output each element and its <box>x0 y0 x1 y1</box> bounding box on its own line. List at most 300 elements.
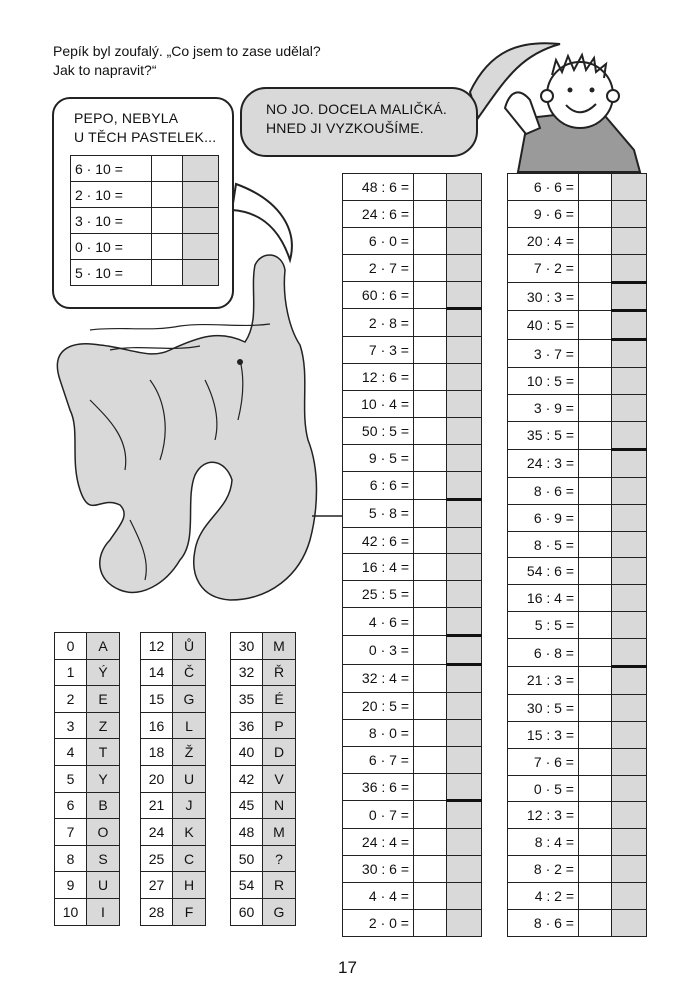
answer-cell[interactable] <box>414 364 447 391</box>
answer-cell[interactable] <box>579 340 612 368</box>
answer-cell[interactable] <box>414 499 447 527</box>
key-letter: P <box>263 712 296 739</box>
key-number: 20 <box>141 765 173 792</box>
exercise-row <box>508 829 647 856</box>
equation: 24 : 6 = <box>343 200 414 227</box>
answer-cell[interactable] <box>579 282 612 311</box>
key-letter: H <box>173 872 206 899</box>
equation: 8 · 2 = <box>508 856 579 883</box>
answer-cell[interactable] <box>579 422 612 450</box>
exercise-row <box>343 746 482 773</box>
letter-cell[interactable] <box>612 585 647 612</box>
answer-cell[interactable] <box>579 558 612 585</box>
answer-cell[interactable] <box>152 182 183 208</box>
letter-cell[interactable] <box>612 856 647 883</box>
letter-cell[interactable] <box>447 773 482 801</box>
exercise-row <box>343 554 482 581</box>
key-row <box>55 633 120 660</box>
exercise-row <box>508 856 647 883</box>
exercise-row <box>508 254 647 282</box>
exercise-row <box>343 499 482 527</box>
key-row <box>231 765 296 792</box>
speech-bubble-boy <box>240 87 478 157</box>
equation: 6 · 0 = <box>343 227 414 254</box>
equation: 6 · 6 = <box>508 174 579 201</box>
letter-cell[interactable] <box>612 558 647 585</box>
key-letter: N <box>263 792 296 819</box>
answer-cell[interactable] <box>414 829 447 856</box>
key-letter: G <box>173 686 206 713</box>
answer-cell[interactable] <box>579 802 612 829</box>
equation: 6 · 10 = <box>71 156 152 182</box>
answer-cell[interactable] <box>414 856 447 883</box>
exercise-row <box>343 174 482 201</box>
equation: 6 : 6 = <box>343 471 414 499</box>
key-number: 15 <box>141 686 173 713</box>
letter-cell[interactable] <box>612 667 647 695</box>
letter-cell[interactable] <box>447 174 482 201</box>
mini-table-row <box>71 182 219 208</box>
letter-cell[interactable] <box>183 234 219 260</box>
exercise-row <box>343 581 482 608</box>
equation: 2 · 10 = <box>71 182 152 208</box>
key-number: 0 <box>55 633 87 660</box>
exercise-column-2 <box>507 173 647 937</box>
answer-cell[interactable] <box>414 418 447 445</box>
key-row <box>141 898 206 925</box>
key-row <box>231 819 296 846</box>
equation: 20 : 5 = <box>343 692 414 719</box>
letter-cell[interactable] <box>612 174 647 201</box>
letter-cell[interactable] <box>612 200 647 227</box>
answer-cell[interactable] <box>579 311 612 340</box>
key-row <box>141 712 206 739</box>
key-row <box>55 739 120 766</box>
key-letter: Ý <box>87 659 120 686</box>
key-number: 10 <box>55 898 87 925</box>
equation: 50 : 5 = <box>343 418 414 445</box>
answer-cell[interactable] <box>414 527 447 554</box>
letter-cell[interactable] <box>447 581 482 608</box>
key-letter: L <box>173 712 206 739</box>
exercise-row <box>508 395 647 422</box>
boy-figure <box>505 55 640 172</box>
answer-cell[interactable] <box>579 227 612 254</box>
letter-cell[interactable] <box>447 499 482 527</box>
equation: 6 · 9 = <box>508 504 579 531</box>
key-row <box>55 686 120 713</box>
equation: 5 : 5 = <box>508 612 579 639</box>
key-number: 4 <box>55 739 87 766</box>
key-number: 5 <box>55 765 87 792</box>
equation: 30 : 6 = <box>343 856 414 883</box>
letter-cell[interactable] <box>183 208 219 234</box>
equation: 10 : 5 = <box>508 368 579 395</box>
key-row <box>231 633 296 660</box>
key-letter: J <box>173 792 206 819</box>
key-row <box>141 659 206 686</box>
equation: 2 · 0 = <box>343 910 414 937</box>
key-number: 16 <box>141 712 173 739</box>
letter-cell[interactable] <box>447 418 482 445</box>
key-number: 40 <box>231 739 263 766</box>
key-letter: É <box>263 686 296 713</box>
letter-cell[interactable] <box>183 260 219 286</box>
exercise-row <box>343 527 482 554</box>
answer-cell[interactable] <box>414 281 447 309</box>
exercise-row <box>343 364 482 391</box>
answer-cell[interactable] <box>414 692 447 719</box>
letter-cell[interactable] <box>612 721 647 748</box>
equation: 3 · 9 = <box>508 395 579 422</box>
key-number: 24 <box>141 819 173 846</box>
bubble-line: PEPO, NEBYLA <box>74 110 179 126</box>
equation: 6 · 7 = <box>343 746 414 773</box>
key-letter: D <box>263 739 296 766</box>
letter-cell[interactable] <box>612 477 647 504</box>
exercise-row <box>508 639 647 667</box>
key-letter: Ř <box>263 659 296 686</box>
answer-cell[interactable] <box>579 200 612 227</box>
exercise-row <box>508 422 647 450</box>
equation: 40 : 5 = <box>508 311 579 340</box>
key-row <box>141 845 206 872</box>
letter-cell[interactable] <box>612 829 647 856</box>
answer-cell[interactable] <box>414 608 447 636</box>
letter-key-table-1 <box>54 632 120 926</box>
answer-cell[interactable] <box>152 260 183 286</box>
exercise-row <box>508 694 647 721</box>
letter-cell[interactable] <box>612 775 647 802</box>
key-number: 54 <box>231 872 263 899</box>
answer-cell[interactable] <box>414 801 447 829</box>
answer-cell[interactable] <box>579 748 612 775</box>
letter-cell[interactable] <box>612 612 647 639</box>
letter-cell[interactable] <box>612 449 647 477</box>
answer-cell[interactable] <box>414 665 447 693</box>
exercise-row <box>508 200 647 227</box>
equation: 0 · 3 = <box>343 636 414 665</box>
key-letter: B <box>87 792 120 819</box>
exercise-row <box>508 775 647 802</box>
exercise-row <box>343 227 482 254</box>
key-number: 25 <box>141 845 173 872</box>
answer-cell[interactable] <box>579 504 612 531</box>
key-row <box>231 686 296 713</box>
letter-cell[interactable] <box>447 801 482 829</box>
letter-cell[interactable] <box>612 802 647 829</box>
key-letter: Y <box>87 765 120 792</box>
key-number: 1 <box>55 659 87 686</box>
key-letter: M <box>263 633 296 660</box>
answer-cell[interactable] <box>414 309 447 337</box>
letter-cell[interactable] <box>447 309 482 337</box>
exercise-row <box>343 773 482 801</box>
letter-cell[interactable] <box>447 608 482 636</box>
exercise-row <box>508 748 647 775</box>
key-row <box>231 739 296 766</box>
equation: 24 : 4 = <box>343 829 414 856</box>
exercise-row <box>508 667 647 695</box>
exercise-row <box>508 504 647 531</box>
key-number: 7 <box>55 819 87 846</box>
letter-cell[interactable] <box>447 883 482 910</box>
key-number: 45 <box>231 792 263 819</box>
equation: 8 : 4 = <box>508 829 579 856</box>
key-letter: C <box>173 845 206 872</box>
letter-key-table-3 <box>230 632 296 926</box>
key-letter: U <box>173 765 206 792</box>
key-number: 60 <box>231 898 263 925</box>
equation: 6 · 8 = <box>508 639 579 667</box>
answer-cell[interactable] <box>152 234 183 260</box>
exercise-row <box>508 449 647 477</box>
equation: 8 · 6 = <box>508 477 579 504</box>
key-letter: I <box>87 898 120 925</box>
answer-cell[interactable] <box>152 208 183 234</box>
answer-cell[interactable] <box>414 636 447 665</box>
bubble-line: U TĚCH PASTELEK... <box>74 129 217 145</box>
equation: 60 : 6 = <box>343 281 414 309</box>
key-number: 8 <box>55 845 87 872</box>
answer-cell[interactable] <box>579 477 612 504</box>
letter-cell[interactable] <box>447 746 482 773</box>
key-row <box>231 712 296 739</box>
answer-cell[interactable] <box>579 667 612 695</box>
key-letter: S <box>87 845 120 872</box>
letter-cell[interactable] <box>183 156 219 182</box>
exercise-row <box>343 309 482 337</box>
answer-cell[interactable] <box>414 254 447 281</box>
letter-cell[interactable] <box>612 368 647 395</box>
exercise-row <box>508 368 647 395</box>
answer-cell[interactable] <box>414 391 447 418</box>
answer-cell[interactable] <box>579 856 612 883</box>
mini-table-row <box>71 260 219 286</box>
letter-cell[interactable] <box>447 337 482 364</box>
equation: 8 · 6 = <box>508 910 579 937</box>
letter-cell[interactable] <box>612 395 647 422</box>
answer-cell[interactable] <box>579 721 612 748</box>
letter-cell[interactable] <box>447 554 482 581</box>
key-number: 30 <box>231 633 263 660</box>
answer-cell[interactable] <box>579 531 612 558</box>
letter-cell[interactable] <box>447 471 482 499</box>
letter-cell[interactable] <box>612 639 647 667</box>
equation: 8 · 0 = <box>343 719 414 746</box>
letter-cell[interactable] <box>612 254 647 282</box>
equation: 3 · 10 = <box>71 208 152 234</box>
exercise-row <box>343 856 482 883</box>
letter-cell[interactable] <box>612 311 647 340</box>
answer-cell[interactable] <box>414 910 447 937</box>
letter-cell[interactable] <box>612 748 647 775</box>
key-row <box>231 898 296 925</box>
answer-cell[interactable] <box>579 368 612 395</box>
letter-cell[interactable] <box>447 527 482 554</box>
letter-cell[interactable] <box>447 391 482 418</box>
equation: 12 : 3 = <box>508 802 579 829</box>
key-row <box>55 712 120 739</box>
exercise-row <box>508 612 647 639</box>
exercise-row <box>508 558 647 585</box>
key-row <box>141 792 206 819</box>
letter-cell[interactable] <box>183 182 219 208</box>
exercise-row <box>508 802 647 829</box>
letter-cell[interactable] <box>447 636 482 665</box>
key-number: 14 <box>141 659 173 686</box>
key-number: 21 <box>141 792 173 819</box>
letter-cell[interactable] <box>447 227 482 254</box>
key-row <box>55 819 120 846</box>
equation: 7 · 3 = <box>343 337 414 364</box>
key-number: 36 <box>231 712 263 739</box>
key-row <box>231 845 296 872</box>
answer-cell[interactable] <box>579 174 612 201</box>
answer-cell[interactable] <box>579 254 612 282</box>
equation: 0 · 7 = <box>343 801 414 829</box>
equation: 12 : 6 = <box>343 364 414 391</box>
key-letter: E <box>87 686 120 713</box>
equation: 5 · 10 = <box>71 260 152 286</box>
answer-cell[interactable] <box>579 395 612 422</box>
key-letter: ? <box>263 845 296 872</box>
key-number: 18 <box>141 739 173 766</box>
answer-cell[interactable] <box>152 156 183 182</box>
key-number: 28 <box>141 898 173 925</box>
exercise-row <box>508 340 647 368</box>
answer-cell[interactable] <box>414 174 447 201</box>
key-number: 50 <box>231 845 263 872</box>
answer-cell[interactable] <box>579 639 612 667</box>
letter-cell[interactable] <box>447 364 482 391</box>
exercise-row <box>343 801 482 829</box>
exercise-row <box>343 200 482 227</box>
letter-cell[interactable] <box>447 200 482 227</box>
key-row <box>141 872 206 899</box>
answer-cell[interactable] <box>414 444 447 471</box>
equation: 15 : 3 = <box>508 721 579 748</box>
key-row <box>55 792 120 819</box>
equation: 0 · 10 = <box>71 234 152 260</box>
key-row <box>55 845 120 872</box>
exercise-row <box>343 254 482 281</box>
exercise-row <box>343 719 482 746</box>
exercise-row <box>343 281 482 309</box>
key-row <box>141 633 206 660</box>
answer-cell[interactable] <box>579 910 612 937</box>
equation: 0 · 5 = <box>508 775 579 802</box>
answer-cell[interactable] <box>414 581 447 608</box>
letter-cell[interactable] <box>612 910 647 937</box>
mini-exercise-table <box>70 155 219 286</box>
bubble-line: NO JO. DOCELA MALIČKÁ. <box>266 101 447 117</box>
key-letter: A <box>87 633 120 660</box>
answer-cell[interactable] <box>579 694 612 721</box>
answer-cell[interactable] <box>414 746 447 773</box>
key-letter: V <box>263 765 296 792</box>
equation: 16 : 4 = <box>343 554 414 581</box>
page-number: 17 <box>338 958 357 977</box>
exercise-row <box>508 174 647 201</box>
mini-table-row <box>71 208 219 234</box>
answer-cell[interactable] <box>414 554 447 581</box>
answer-cell[interactable] <box>414 773 447 801</box>
letter-cell[interactable] <box>612 531 647 558</box>
answer-cell[interactable] <box>414 337 447 364</box>
key-number: 9 <box>55 872 87 899</box>
exercise-row <box>343 337 482 364</box>
answer-cell[interactable] <box>414 227 447 254</box>
answer-cell[interactable] <box>414 471 447 499</box>
answer-cell[interactable] <box>579 585 612 612</box>
equation: 4 · 6 = <box>343 608 414 636</box>
letter-cell[interactable] <box>612 504 647 531</box>
key-letter: G <box>263 898 296 925</box>
letter-cell[interactable] <box>612 340 647 368</box>
key-row <box>141 819 206 846</box>
key-row <box>141 686 206 713</box>
letter-cell[interactable] <box>447 856 482 883</box>
letter-cell[interactable] <box>612 694 647 721</box>
letter-cell[interactable] <box>447 829 482 856</box>
exercise-row <box>343 665 482 693</box>
intro-line: Jak to napravit?“ <box>53 62 157 78</box>
answer-cell[interactable] <box>579 612 612 639</box>
exercise-row <box>508 311 647 340</box>
bubble-text <box>266 100 476 138</box>
equation: 16 : 4 = <box>508 585 579 612</box>
key-row <box>141 739 206 766</box>
letter-cell[interactable] <box>447 444 482 471</box>
equation: 9 · 6 = <box>508 200 579 227</box>
equation: 54 : 6 = <box>508 558 579 585</box>
answer-cell[interactable] <box>414 200 447 227</box>
answer-cell[interactable] <box>579 449 612 477</box>
exercise-row <box>343 636 482 665</box>
key-row <box>231 659 296 686</box>
answer-cell[interactable] <box>579 775 612 802</box>
equation: 4 · 4 = <box>343 883 414 910</box>
answer-cell[interactable] <box>579 883 612 910</box>
mini-table-row <box>71 234 219 260</box>
letter-cell[interactable] <box>447 254 482 281</box>
answer-cell[interactable] <box>414 719 447 746</box>
exercise-row <box>343 391 482 418</box>
letter-cell[interactable] <box>447 281 482 309</box>
letter-cell[interactable] <box>612 227 647 254</box>
key-row <box>55 765 120 792</box>
exercise-row <box>343 608 482 636</box>
letter-key-table-2 <box>140 632 206 926</box>
letter-cell[interactable] <box>447 692 482 719</box>
answer-cell[interactable] <box>414 883 447 910</box>
equation: 4 : 2 = <box>508 883 579 910</box>
letter-cell[interactable] <box>612 422 647 450</box>
exercise-row <box>343 418 482 445</box>
letter-cell[interactable] <box>612 883 647 910</box>
letter-cell[interactable] <box>612 282 647 311</box>
letter-cell[interactable] <box>447 719 482 746</box>
answer-cell[interactable] <box>579 829 612 856</box>
exercise-row <box>508 227 647 254</box>
letter-cell[interactable] <box>447 910 482 937</box>
letter-cell[interactable] <box>447 665 482 693</box>
intro-text <box>53 42 413 80</box>
bubble-tail <box>232 184 292 260</box>
key-letter: M <box>263 819 296 846</box>
key-letter: O <box>87 819 120 846</box>
